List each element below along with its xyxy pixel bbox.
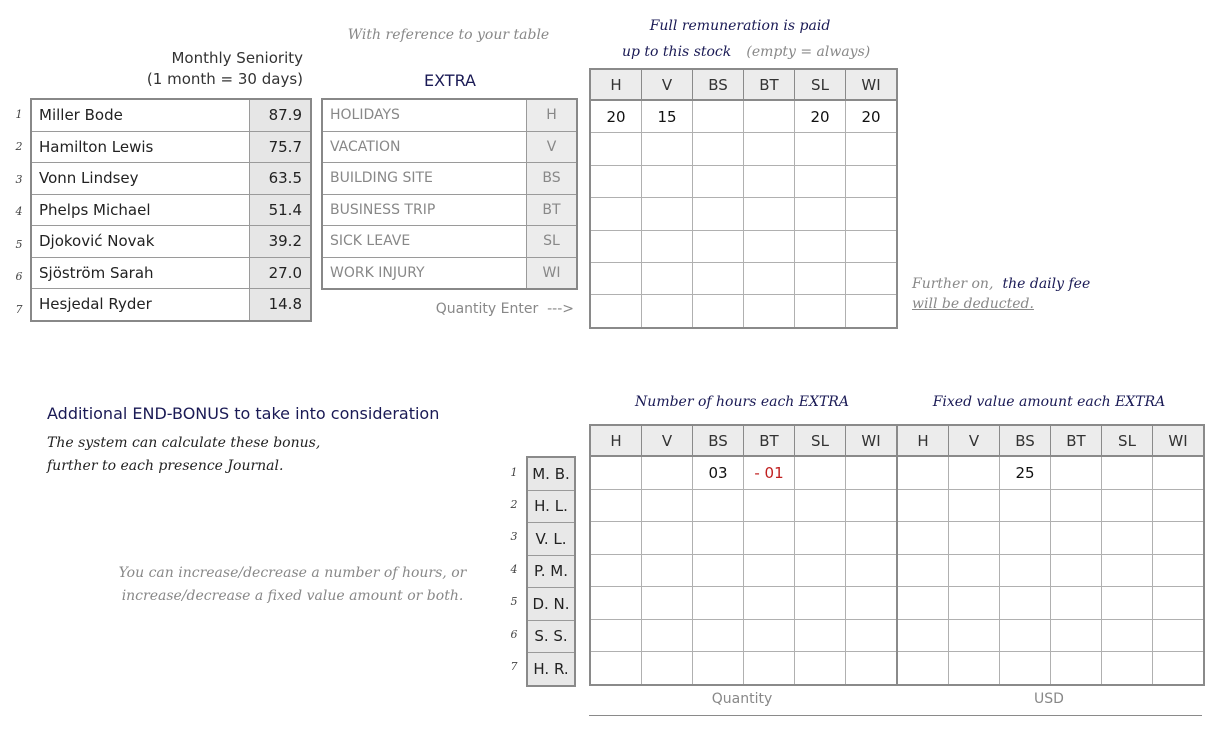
row-number: 6 [15, 270, 23, 283]
hours-cell[interactable] [590, 456, 642, 489]
fixed-cell[interactable] [1051, 489, 1102, 522]
fixed-cell[interactable] [1051, 522, 1102, 555]
stock-cell[interactable] [693, 230, 744, 262]
stock-cell[interactable] [693, 165, 744, 197]
table-row [590, 456, 897, 489]
column-header: SL [795, 425, 846, 456]
fixed-cell[interactable] [897, 652, 949, 685]
hours-cell[interactable] [693, 619, 744, 652]
stock-cell[interactable] [744, 198, 795, 230]
stock-cell[interactable]: 20 [590, 100, 642, 133]
header-row [590, 69, 897, 100]
extra-code: H [527, 99, 578, 131]
hours-cell[interactable] [795, 619, 846, 652]
hours-cell[interactable] [846, 489, 898, 522]
extra-code: WI [527, 257, 578, 289]
employee-initials: V. L. [527, 523, 575, 556]
stock-title-line2: up to this stock [622, 44, 732, 60]
hours-cell[interactable] [590, 554, 642, 587]
stock-cell[interactable] [590, 295, 642, 328]
stock-cell[interactable] [642, 262, 693, 294]
fixed-cell[interactable] [1000, 652, 1051, 685]
table-row [590, 652, 897, 685]
table-row[interactable] [31, 289, 311, 321]
fixed-cell[interactable] [1153, 522, 1205, 555]
hours-cell[interactable] [590, 522, 642, 555]
fixed-cell[interactable] [1102, 456, 1153, 489]
fixed-value-grid [896, 424, 1205, 686]
seniority-value: 87.9 [250, 99, 312, 131]
employee-initials: D. N. [527, 588, 575, 621]
hours-footer: Quantity [711, 691, 773, 707]
seniority-caption-line1: Monthly Seniority [171, 49, 303, 67]
fixed-cell[interactable] [1153, 587, 1205, 620]
extra-name: HOLIDAYS [322, 99, 527, 131]
hours-cell[interactable] [642, 619, 693, 652]
fixed-cell[interactable] [1153, 554, 1205, 587]
hours-cell[interactable] [744, 489, 795, 522]
table-row [590, 198, 897, 230]
fixed-cell[interactable] [1000, 522, 1051, 555]
fixed-cell[interactable] [1153, 652, 1205, 685]
extra-name: BUSINESS TRIP [322, 194, 527, 226]
hours-cell[interactable] [744, 554, 795, 587]
hours-cell[interactable] [846, 652, 898, 685]
column-header: BT [744, 425, 795, 456]
stock-title-line2-wrap [622, 41, 882, 60]
table-row [322, 131, 577, 163]
fixed-cell[interactable] [897, 489, 949, 522]
hours-cell[interactable]: 03 [693, 456, 744, 489]
hours-cell[interactable] [795, 554, 846, 587]
hours-cell[interactable] [795, 456, 846, 489]
row-number: 4 [510, 563, 518, 576]
table-row[interactable] [31, 257, 311, 289]
column-header: BS [693, 425, 744, 456]
extra-code: BT [527, 194, 578, 226]
fixed-cell[interactable] [1153, 456, 1205, 489]
seniority-table [30, 98, 312, 322]
seniority-caption-line2: (1 month = 30 days) [146, 70, 303, 88]
fixed-cell[interactable] [949, 522, 1000, 555]
hours-cell[interactable] [693, 489, 744, 522]
fixed-cell[interactable]: 25 [1000, 456, 1051, 489]
stock-cell[interactable] [744, 295, 795, 328]
seniority-value: 63.5 [250, 163, 312, 195]
employee-initials: P. M. [527, 555, 575, 588]
table-row [590, 133, 897, 165]
fixed-cell[interactable] [1102, 587, 1153, 620]
hours-cell[interactable] [642, 652, 693, 685]
hours-cell[interactable] [846, 587, 898, 620]
hours-cell[interactable] [744, 522, 795, 555]
stock-cell[interactable] [744, 133, 795, 165]
fixed-cell[interactable] [1051, 652, 1102, 685]
table-row [322, 257, 577, 289]
fixed-cell[interactable] [1102, 522, 1153, 555]
header-row [897, 425, 1204, 456]
column-header: BT [1051, 425, 1102, 456]
table-row [897, 652, 1204, 685]
header-row [590, 425, 897, 456]
hours-cell[interactable] [642, 554, 693, 587]
hours-cell[interactable] [846, 456, 898, 489]
fixed-footer: USD [1034, 691, 1064, 707]
table-row [897, 554, 1204, 587]
fixed-cell[interactable] [897, 619, 949, 652]
hours-cell[interactable] [642, 489, 693, 522]
fixed-cell[interactable] [897, 587, 949, 620]
stock-cell[interactable]: 20 [795, 100, 846, 133]
stock-cell[interactable] [642, 133, 693, 165]
fixed-title: Fixed value amount each EXTRA [932, 394, 1166, 410]
fixed-cell[interactable] [1051, 456, 1102, 489]
stock-cell[interactable] [590, 133, 642, 165]
fixed-cell[interactable] [1051, 554, 1102, 587]
row-number: 4 [15, 205, 23, 218]
table-row[interactable] [31, 163, 311, 195]
hours-cell-negative[interactable]: - 01 [744, 456, 795, 489]
stock-cell[interactable] [795, 198, 846, 230]
table-row[interactable] [31, 99, 311, 131]
stock-cell[interactable] [693, 100, 744, 133]
table-row [590, 262, 897, 294]
row-number: 1 [15, 108, 23, 121]
extra-name: WORK INJURY [322, 257, 527, 289]
hours-cell[interactable] [642, 456, 693, 489]
table-row [322, 99, 577, 131]
daily-fee-prefix: Further on, [912, 276, 994, 292]
bonus-hint-line1: You can increase/decrease a number of hours, or [118, 565, 467, 581]
stock-cell[interactable] [795, 133, 846, 165]
hours-cell[interactable] [642, 522, 693, 555]
seniority-value: 75.7 [250, 131, 312, 163]
stock-cell[interactable]: 20 [846, 100, 898, 133]
employee-name[interactable]: Hesjedal Ryder [31, 289, 250, 321]
stock-cell[interactable] [846, 230, 898, 262]
hours-cell[interactable] [590, 489, 642, 522]
employee-initials: M. B. [527, 457, 575, 490]
stock-cell[interactable] [590, 165, 642, 197]
footer-divider [589, 715, 1202, 716]
stock-cell[interactable] [744, 262, 795, 294]
hours-cell[interactable] [744, 587, 795, 620]
employee-name[interactable]: Sjöström Sarah [31, 257, 250, 289]
table-row [897, 489, 1204, 522]
table-row [590, 554, 897, 587]
stock-cell[interactable] [693, 262, 744, 294]
daily-fee-note [912, 273, 1090, 292]
column-header: V [642, 69, 693, 100]
bonus-title: Additional END-BONUS to take into consideration [47, 404, 440, 423]
fixed-cell[interactable] [949, 587, 1000, 620]
fixed-cell[interactable] [1051, 619, 1102, 652]
table-row [590, 230, 897, 262]
extra-name: VACATION [322, 131, 527, 163]
employee-initials: H. R. [527, 653, 575, 686]
row-number: 2 [15, 140, 23, 153]
fixed-cell[interactable] [949, 554, 1000, 587]
employee-name[interactable]: Hamilton Lewis [31, 131, 250, 163]
initials-column [526, 456, 576, 687]
hours-cell[interactable] [846, 554, 898, 587]
seniority-value: 51.4 [250, 194, 312, 226]
extra-name: BUILDING SITE [322, 163, 527, 195]
column-header: SL [795, 69, 846, 100]
hours-title: Number of hours each EXTRA [635, 394, 849, 410]
bonus-desc-line2: further to each presence Journal. [47, 458, 284, 474]
table-row [590, 587, 897, 620]
row-number: 6 [510, 628, 518, 641]
column-header: H [590, 69, 642, 100]
hours-cell[interactable] [693, 652, 744, 685]
table-row [897, 522, 1204, 555]
hours-cell[interactable] [642, 587, 693, 620]
fixed-cell[interactable] [897, 456, 949, 489]
hours-cell[interactable] [795, 587, 846, 620]
stock-cell[interactable] [744, 230, 795, 262]
row-number: 7 [510, 660, 518, 673]
column-header: H [590, 425, 642, 456]
table-row [590, 619, 897, 652]
stock-cell[interactable] [846, 295, 898, 328]
table-row [897, 587, 1204, 620]
extra-code: BS [527, 163, 578, 195]
hours-cell[interactable] [846, 619, 898, 652]
bonus-desc-line1: The system can calculate these bonus, [47, 435, 321, 451]
fixed-cell[interactable] [897, 522, 949, 555]
table-row [590, 165, 897, 197]
row-number: 2 [510, 498, 518, 511]
fixed-cell[interactable] [1000, 587, 1051, 620]
column-header: SL [1102, 425, 1153, 456]
table-row [322, 194, 577, 226]
column-header: WI [846, 425, 898, 456]
hours-cell[interactable] [744, 619, 795, 652]
stock-cell[interactable] [795, 165, 846, 197]
stock-cell[interactable] [846, 133, 898, 165]
column-header: BS [693, 69, 744, 100]
employee-name[interactable]: Vonn Lindsey [31, 163, 250, 195]
stock-cell[interactable] [744, 100, 795, 133]
hours-cell[interactable] [795, 522, 846, 555]
stock-cell[interactable] [693, 133, 744, 165]
stock-cell[interactable] [846, 198, 898, 230]
daily-fee-line2: will be deducted. [912, 296, 1034, 312]
row-number: 7 [15, 303, 23, 316]
hours-grid [589, 424, 898, 686]
fixed-cell[interactable] [1153, 619, 1205, 652]
column-header: WI [1153, 425, 1205, 456]
table-row [322, 163, 577, 195]
table-row[interactable] [31, 131, 311, 163]
stock-cell[interactable] [795, 230, 846, 262]
fixed-cell[interactable] [1102, 554, 1153, 587]
fixed-cell[interactable] [1102, 652, 1153, 685]
hours-cell[interactable] [590, 652, 642, 685]
stock-cell[interactable] [642, 230, 693, 262]
stock-cell[interactable] [693, 198, 744, 230]
seniority-value: 27.0 [250, 257, 312, 289]
quantity-enter-hint: Quantity Enter ---> [435, 301, 574, 317]
stock-cell[interactable] [642, 165, 693, 197]
employee-name[interactable]: Miller Bode [31, 99, 250, 131]
table-row [590, 295, 897, 328]
stock-title-note: (empty = always) [746, 44, 871, 60]
stock-cell[interactable] [795, 295, 846, 328]
employee-name[interactable]: Djoković Novak [31, 226, 250, 258]
row-number: 5 [15, 238, 23, 251]
stock-cell[interactable] [642, 198, 693, 230]
hours-cell[interactable] [744, 652, 795, 685]
column-header: WI [846, 69, 898, 100]
fixed-cell[interactable] [1153, 489, 1205, 522]
table-row [897, 619, 1204, 652]
column-header: V [642, 425, 693, 456]
hours-cell[interactable] [795, 489, 846, 522]
extra-code: V [527, 131, 578, 163]
stock-cell[interactable] [590, 262, 642, 294]
table-row [590, 522, 897, 555]
fixed-cell[interactable] [1000, 619, 1051, 652]
extra-table [321, 98, 578, 290]
hours-cell[interactable] [693, 587, 744, 620]
table-row[interactable] [31, 194, 311, 226]
seniority-caption [140, 48, 303, 90]
hours-cell[interactable] [693, 522, 744, 555]
hours-cell[interactable] [846, 522, 898, 555]
stock-cell[interactable] [590, 230, 642, 262]
stock-title-line1: Full remuneration is paid [649, 18, 831, 34]
extra-title: EXTRA [424, 71, 476, 90]
employee-initials: H. L. [527, 490, 575, 523]
stock-cell[interactable] [795, 262, 846, 294]
column-header: BS [1000, 425, 1051, 456]
employee-initials: S. S. [527, 620, 575, 653]
stock-grid [589, 68, 898, 329]
column-header: H [897, 425, 949, 456]
row-number: 5 [510, 595, 518, 608]
extra-name: SICK LEAVE [322, 226, 527, 258]
fixed-cell[interactable] [1000, 489, 1051, 522]
fixed-cell[interactable] [1102, 489, 1153, 522]
seniority-value: 14.8 [250, 289, 312, 321]
fixed-cell[interactable] [897, 554, 949, 587]
hours-cell[interactable] [590, 619, 642, 652]
table-row [590, 100, 897, 133]
bonus-hint-line2: increase/decrease a fixed value amount or both. [121, 588, 464, 604]
fixed-cell[interactable] [949, 456, 1000, 489]
column-header: V [949, 425, 1000, 456]
stock-cell[interactable] [642, 295, 693, 328]
table-row [897, 456, 1204, 489]
stock-cell[interactable] [693, 295, 744, 328]
stock-cell[interactable] [744, 165, 795, 197]
row-number: 3 [510, 530, 518, 543]
fixed-cell[interactable] [1051, 587, 1102, 620]
fixed-cell[interactable] [1000, 554, 1051, 587]
fixed-cell[interactable] [949, 489, 1000, 522]
table-row [590, 489, 897, 522]
seniority-value: 39.2 [250, 226, 312, 258]
table-row [322, 226, 577, 258]
row-number: 1 [510, 466, 518, 479]
stock-cell[interactable]: 15 [642, 100, 693, 133]
fixed-cell[interactable] [949, 652, 1000, 685]
row-number: 3 [15, 173, 23, 186]
stock-cell[interactable] [846, 262, 898, 294]
table-row[interactable] [31, 226, 311, 258]
reference-note: With reference to your table [347, 27, 550, 43]
fixed-cell[interactable] [949, 619, 1000, 652]
employee-name[interactable]: Phelps Michael [31, 194, 250, 226]
fixed-cell[interactable] [1102, 619, 1153, 652]
column-header: BT [744, 69, 795, 100]
stock-cell[interactable] [846, 165, 898, 197]
hours-cell[interactable] [590, 587, 642, 620]
hours-cell[interactable] [693, 554, 744, 587]
hours-cell[interactable] [795, 652, 846, 685]
extra-code: SL [527, 226, 578, 258]
stock-cell[interactable] [590, 198, 642, 230]
daily-fee-emph: the daily fee [1002, 276, 1091, 292]
